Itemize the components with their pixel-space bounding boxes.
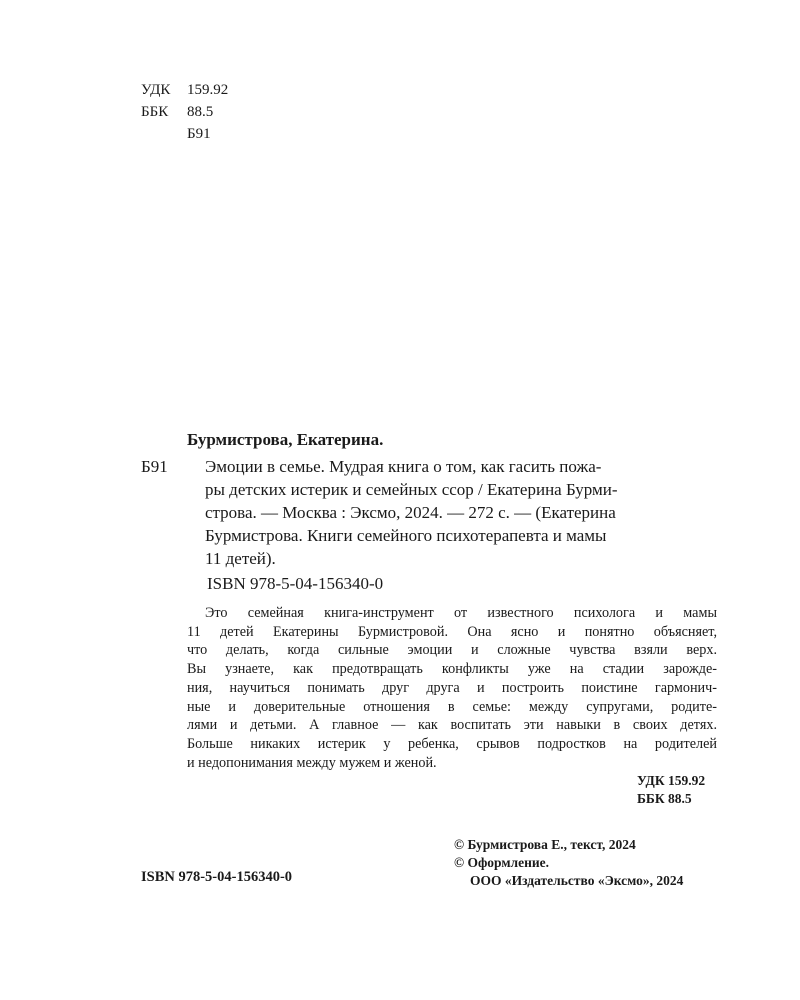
cutter-row [141, 123, 228, 145]
annotation-line: ния, научиться понимать друг друга и построить поистине гармонич- [187, 679, 717, 696]
annotation-line: ные и доверительные отношения в семье: между супругами, родите- [187, 698, 717, 715]
description-line: 11 детей). [205, 549, 276, 568]
record-isbn: ISBN 978-5-04-156340-0 [207, 574, 384, 593]
copyright-publisher: ООО «Издательство «Эксмо», 2024 [470, 873, 684, 888]
annotation-line: 11 детей Екатерины Бурмистровой. Она ясно и понятно объясняет, [187, 623, 717, 640]
annotation [187, 604, 717, 772]
udk-row [141, 79, 228, 101]
cutter-code: Б91 [187, 126, 211, 142]
description-line: строва. — Москва : Эксмо, 2024. — 272 с. — (Екатерина [205, 503, 616, 522]
bbk-value: 88.5 [187, 104, 214, 120]
udk-label: УДК [141, 82, 171, 98]
copyright-block [454, 836, 683, 890]
annotation-line: Больше никаких истерик у ребенка, срывов подростков на родителей [187, 735, 717, 752]
annotation-line: лями и детьми. А главное — как воспитать эти навыки в своих детях. [187, 717, 717, 734]
annotation-line: что делать, когда сильные эмоции и сложные чувства взяли верх. [187, 642, 717, 659]
record-codes [637, 772, 705, 808]
bbk-label: ББК [141, 104, 169, 120]
bbk-row [141, 101, 228, 123]
bibliographic-description [187, 455, 717, 570]
copyright-text: © Бурмистрова Е., текст, 2024 [454, 837, 636, 852]
description-line: Бурмистрова. Книги семейного психотерапевта и мамы [205, 526, 607, 545]
annotation-line: и недопонимания между мужем и женой. [187, 754, 437, 771]
record-cutter: Б91 [141, 457, 168, 476]
description-line: ры детских истерик и семейных ссор / Екатерина Бурми- [205, 480, 618, 499]
author-heading: Бурмистрова, Екатерина. [187, 430, 384, 449]
record-udk: УДК 159.92 [637, 773, 706, 788]
copyright-design: © Оформление. [454, 855, 550, 870]
annotation-line: Это семейная книга-инструмент от известного психолога и мамы [205, 605, 717, 621]
description-line: Эмоции в семье. Мудрая книга о том, как гасить пожа- [205, 457, 602, 476]
annotation-line: Вы узнаете, как предотвращать конфликты уже на стадии зарожде- [187, 661, 717, 678]
record-bbk: ББК 88.5 [637, 791, 692, 806]
footer-isbn: ISBN 978-5-04-156340-0 [141, 869, 293, 885]
udk-value: 159.92 [187, 82, 229, 98]
classification-codes [141, 79, 228, 145]
